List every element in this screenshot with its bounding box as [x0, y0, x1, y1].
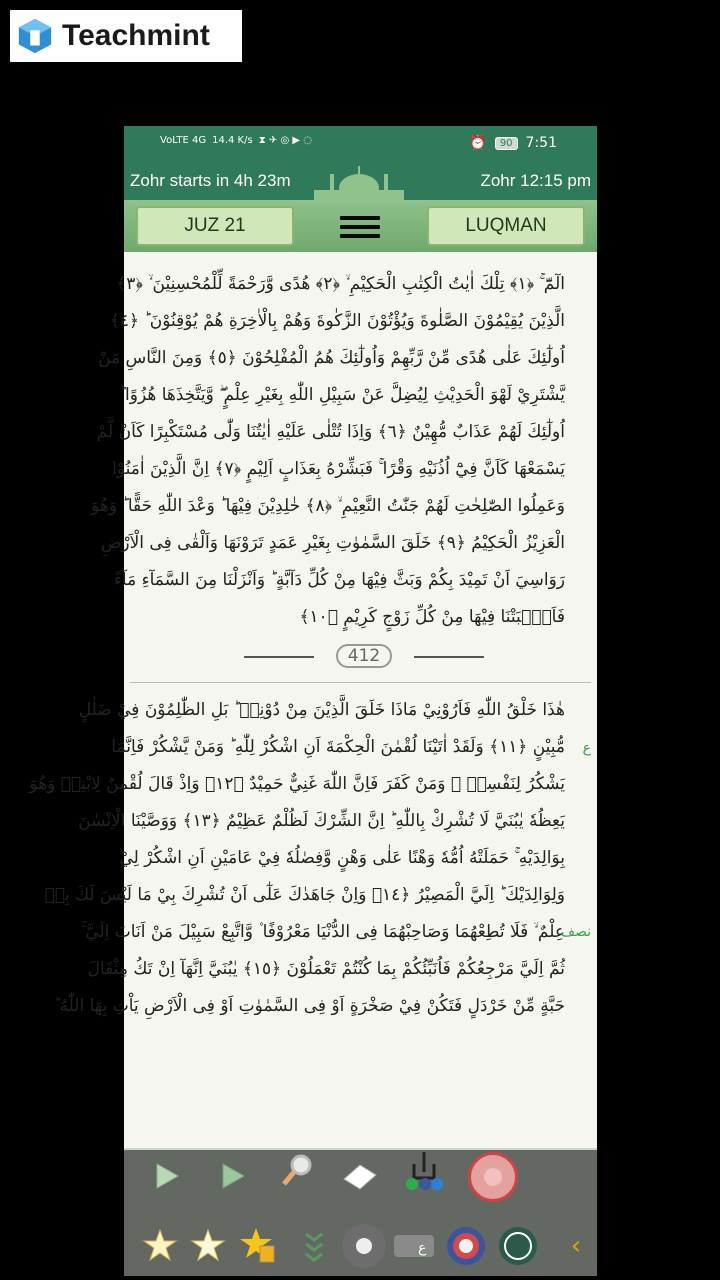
share-icon[interactable]	[402, 1148, 446, 1192]
quran-logo-icon[interactable]	[496, 1224, 540, 1268]
record-icon[interactable]	[468, 1152, 518, 1202]
quran-app-screen	[29, 126, 597, 1261]
surah-button[interactable]: LUQMAN	[427, 206, 585, 246]
ayah-line: ثُمَّ اِلَيَّ مَرْجِعُكُمْ فَاُنَبِّئُكُمْ بِمَا كُنْتُمْ تَعْمَلُوْنَ ﴿١٥﴾ يٰبُنَيَّ اِنَّهَآ اِنْ تَكُ مِثْقَالَ	[87, 959, 565, 979]
ayah-line: يَعِظُهٗ يٰبُنَيَّ لَا تُشْرِكْ بِاللّٰهِ ؕ اِنَّ الشِّرْكَ لَظُلْمٌ عَظِيْمٌ ﴿١٣﴾ وَوَصَّيْنَا الْاِنْسٰنَ	[78, 811, 565, 831]
ayah-line: فَاَنْۢبَتْنَا فِيْهَا مِنْ كُلِّ زَوْجٍ كَرِيْمٍ ﴿١٠﴾	[299, 607, 565, 627]
ruku-marker: ع	[582, 740, 591, 756]
page-number: 412	[244, 644, 484, 670]
clock: 7:51	[525, 135, 557, 151]
ayah-line: عِلْمٌ ۙ فَلَا تُطِعْهُمَا وَصَاحِبْهُمَا فِى الدُّنْيَا مَعْرُوْفًا ۫ وَّاتَّبِعْ سَبِيْلَ مَنْ اَنَابَ اِلَيَّ ۚ	[81, 922, 565, 942]
bookmark-page-icon[interactable]	[338, 1154, 382, 1198]
notification-icons: ⧗ ✈ ◎ ▶ ◌	[258, 135, 312, 146]
brand-name: Teachmint	[62, 19, 210, 52]
teachmint-watermark	[10, 10, 242, 62]
battery-icon: 90	[495, 137, 518, 150]
alarm-icon: ⏰	[469, 135, 487, 151]
status-left	[160, 135, 312, 146]
scroll-icon[interactable]	[292, 1224, 336, 1268]
ayah-line: وَلِوَالِدَيْكَ ؕ اِلَيَّ الْمَصِيْرُ ﴿١٤﴾ وَاِنْ جَاهَدٰكَ عَلٰٓى اَنْ تُشْرِكَ بِيْ مَا لَيْسَ لَكَ بِهٖ	[44, 885, 565, 905]
prayer-countdown: Zohr starts in 4h 23m	[130, 171, 291, 190]
bottom-toolbar	[124, 1148, 597, 1276]
ayah-line: وَعَمِلُوا الصّٰلِحٰتِ لَهُمْ جَنّٰتُ النَّعِيْمِ ۙ ﴿٨﴾ خٰلِدِيْنَ فِيْهَا ؕ وَعْدَ اللّٰهِ حَقًّا ؕ وَهُوَ	[91, 496, 565, 516]
star-add-icon[interactable]	[138, 1224, 182, 1268]
juz-button[interactable]: JUZ 21	[136, 206, 294, 246]
play-all-icon[interactable]	[210, 1154, 254, 1198]
globe-quran-icon[interactable]	[444, 1224, 488, 1268]
quran-text-lower	[29, 692, 565, 1025]
ayah-line: مُّبِيْنٍ ﴿١١﴾ وَلَقَدْ اٰتَيْنَا لُقْمٰنَ الْحِكْمَةَ اَنِ اشْكُرْ لِلّٰهِ ؕ وَمَنْ يَّشْكُرْ فَاِنَّمَا	[111, 737, 565, 757]
ayah-line: الٓمّٓ ۚ ﴿١﴾ تِلْكَ اٰيٰتُ الْكِتٰبِ الْحَكِيْمِ ۙ ﴿٢﴾ هُدًى وَّرَحْمَةً لِّلْمُحْسِنِيْنَ ۙ ﴿٣﴾	[116, 274, 565, 294]
ayah-line: اُولٰٓئِكَ لَهُمْ عَذَابٌ مُّهِيْنٌ ﴿٦﴾ وَاِذَا تُتْلٰى عَلَيْهِ اٰيٰتُنَا وَلّٰى مُسْتَكْبِرًا كَاَنْ لَّمْ	[96, 422, 565, 442]
status-right	[469, 135, 557, 151]
ayah-line: هٰذَا خَلْقُ اللّٰهِ فَاَرُوْنِيْ مَاذَا خَلَقَ الَّذِيْنَ مِنْ دُوْنِهٖ ؕ بَلِ الظّٰلِمُوْنَ فِيْ ضَلٰلٍ	[78, 700, 565, 720]
nisf-marker: نصف	[560, 924, 591, 940]
mosque-icon	[314, 166, 404, 200]
target-icon[interactable]	[342, 1224, 386, 1268]
ayah-line: بِوَالِدَيْهِ ۚ حَمَلَتْهُ اُمُّهٗ وَهْنًا عَلٰى وَهْنٍ وَّفِصٰلُهٗ فِيْ عَامَيْنِ اَنِ اشْكُرْ لِيْ	[119, 848, 565, 868]
network-speed: 14.4 K/s	[212, 135, 253, 146]
quran-page[interactable]	[29, 252, 597, 1261]
page-divider	[130, 682, 591, 683]
navigation-bar	[124, 200, 597, 252]
ayah-line: الْعَزِيْزُ الْحَكِيْمُ ﴿٩﴾ خَلَقَ السَّمٰوٰتِ بِغَيْرِ عَمَدٍ تَرَوْنَهَا وَاَلْقٰى فِى الْاَرْضِ	[100, 533, 565, 553]
prayer-time: Zohr 12:15 pm	[480, 171, 591, 190]
ayah-line: يَّشْتَرِيْ لَهْوَ الْحَدِيْثِ لِيُضِلَّ عَنْ سَبِيْلِ اللّٰهِ بِغَيْرِ عِلْمٍ ۖ وَّيَتَّخِذَهَا هُزُوًا ؕ	[119, 385, 565, 405]
back-arrow-icon[interactable]: ‹	[570, 1231, 582, 1261]
play-icon[interactable]	[144, 1154, 188, 1198]
ayah-line: يَشْكُرُ لِنَفْسِهٖ ۚ وَمَنْ كَفَرَ فَاِنَّ اللّٰهَ غَنِيٌّ حَمِيْدٌ ﴿١٢﴾ وَاِذْ قَالَ لُقْمٰنُ لِابْنِهٖ وَهُوَ	[29, 774, 565, 794]
teachmint-logo-icon	[16, 17, 54, 55]
ayah-line: الَّذِيْنَ يُقِيْمُوْنَ الصَّلٰوةَ وَيُؤْتُوْنَ الزَّكٰوةَ وَهُمْ بِالْاٰخِرَةِ هُمْ يُوْقِنُوْنَ ؕ ﴿٤﴾	[109, 311, 565, 331]
svg-text:ع: ع	[418, 1240, 427, 1256]
ayah-line: حَبَّةٍ مِّنْ خَرْدَلٍ فَتَكُنْ فِيْ صَخْرَةٍ اَوْ فِى السَّمٰوٰتِ اَوْ فِى الْاَرْضِ يَاْتِ بِهَا اللّٰهُ ؕ	[54, 996, 565, 1016]
star-icon[interactable]	[186, 1224, 230, 1268]
menu-icon[interactable]	[340, 216, 380, 242]
translation-icon[interactable]	[392, 1224, 436, 1268]
status-bar	[124, 126, 597, 162]
search-icon[interactable]	[276, 1148, 320, 1192]
ayah-line: رَوَاسِيَ اَنْ تَمِيْدَ بِكُمْ وَبَثَّ فِيْهَا مِنْ كُلِّ دَآبَّةٍ ؕ وَاَنْزَلْنَا مِنَ السَّمَآءِ مَآءً	[113, 570, 565, 590]
carrier-label: VoLTE 4G	[160, 135, 207, 146]
ayah-line: يَسْمَعْهَا كَاَنَّ فِيْٓ اُذُنَيْهِ وَقْرًا ۚ فَبَشِّرْهُ بِعَذَابٍ اَلِيْمٍ ﴿٧﴾ اِنَّ الَّذِيْنَ اٰمَنُوْا	[112, 459, 565, 479]
quran-text-upper	[91, 266, 565, 636]
star-list-icon[interactable]	[236, 1224, 280, 1268]
ayah-line: اُولٰٓئِكَ عَلٰى هُدًى مِّنْ رَّبِّهِمْ وَاُولٰٓئِكَ هُمُ الْمُفْلِحُوْنَ ﴿٥﴾ وَمِنَ النَّاسِ مَنْ	[98, 348, 565, 368]
